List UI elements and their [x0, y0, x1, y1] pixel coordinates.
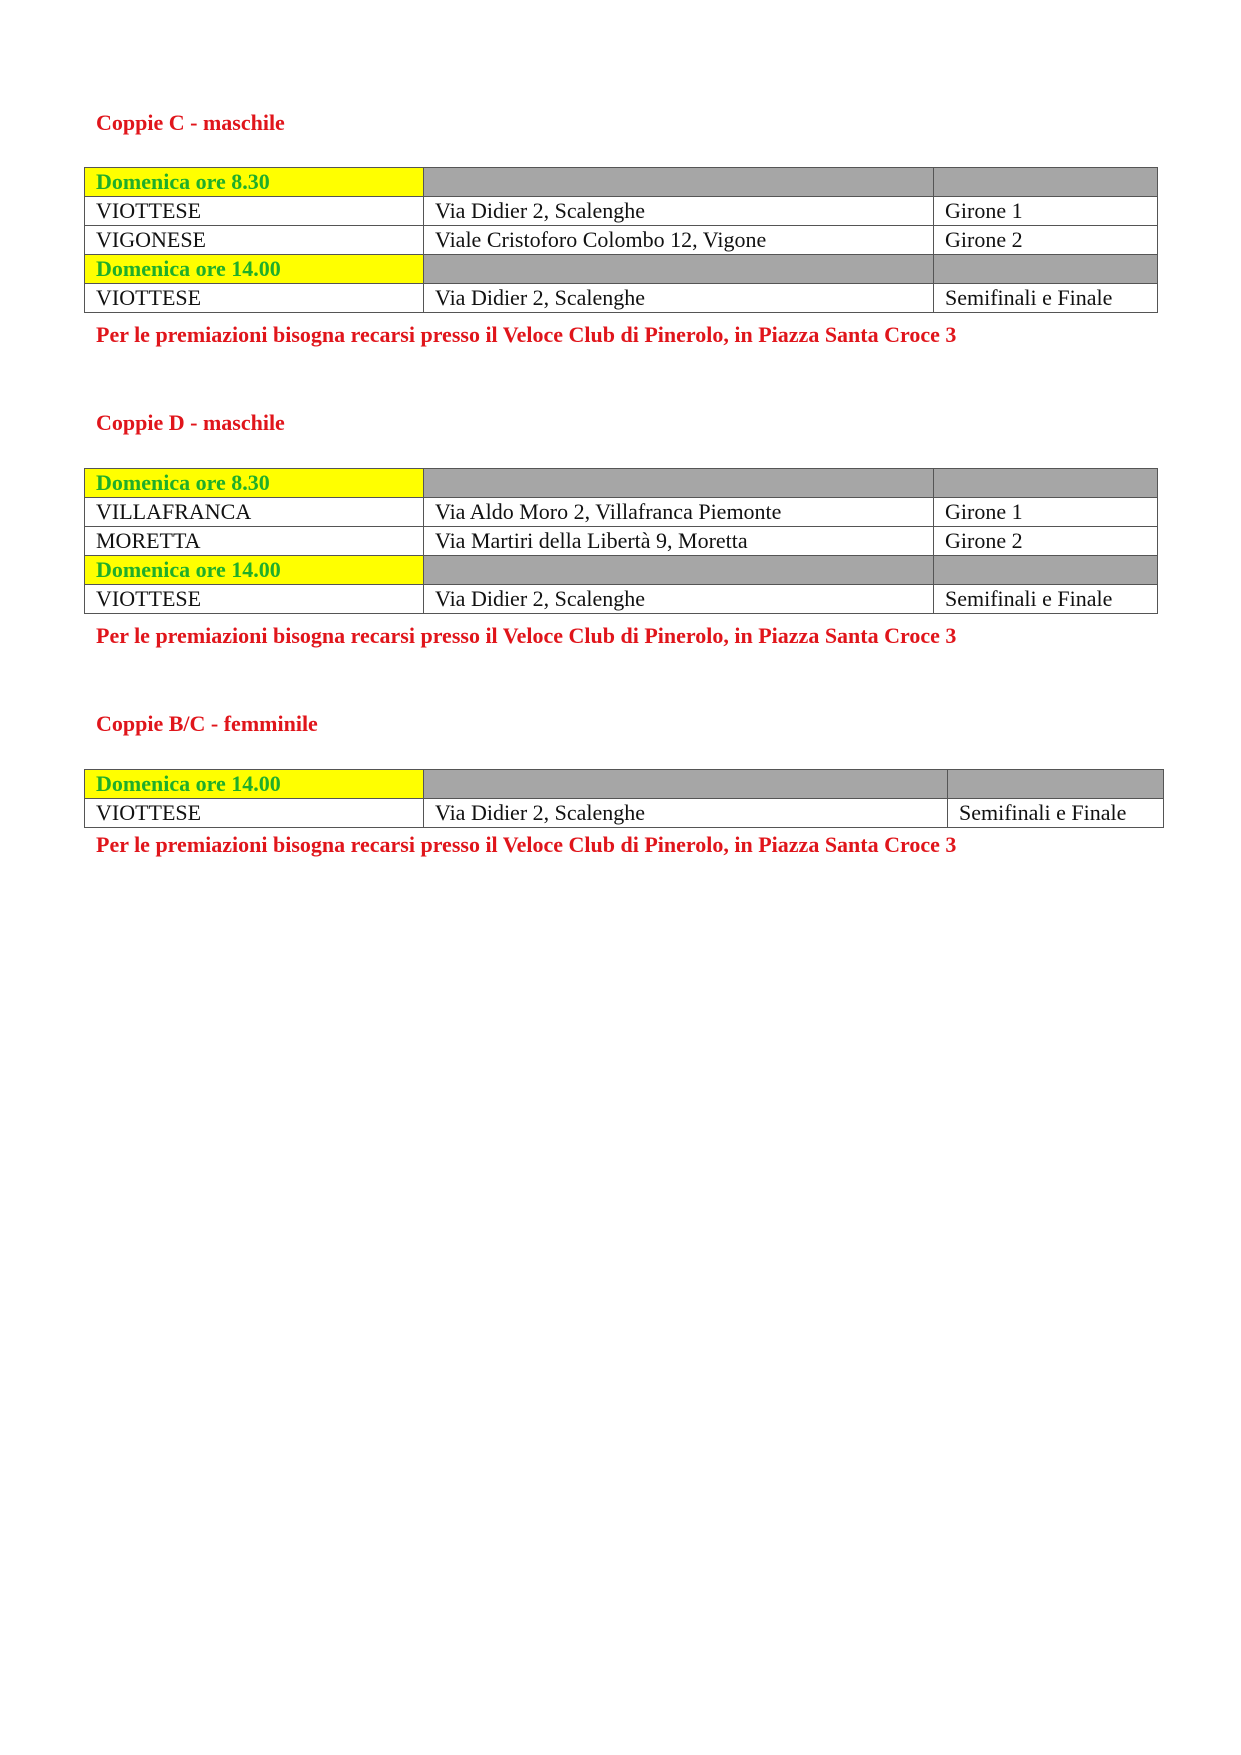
schedule-table [84, 468, 1158, 614]
schedule-table [84, 167, 1158, 313]
venue-address: Viale Cristoforo Colombo 12, Vigone [424, 226, 934, 255]
venue-row [85, 197, 1158, 226]
phase-label: Girone 1 [934, 498, 1158, 527]
time-row [85, 168, 1158, 197]
empty-cell [424, 168, 934, 197]
venue-row [85, 226, 1158, 255]
empty-cell [424, 469, 934, 498]
time-label: Domenica ore 8.30 [85, 469, 424, 498]
empty-cell [934, 168, 1158, 197]
venue-address: Via Didier 2, Scalenghe [424, 284, 934, 313]
time-label: Domenica ore 14.00 [85, 770, 424, 799]
club-name: MORETTA [85, 527, 424, 556]
time-row [85, 556, 1158, 585]
section-title: Coppie C - maschile [96, 110, 285, 135]
phase-label: Girone 2 [934, 527, 1158, 556]
venue-row [85, 284, 1158, 313]
awards-note: Per le premiazioni bisogna recarsi presso il Veloce Club di Pinerolo, in Piazza Santa Croce 3 [96, 832, 957, 857]
time-label: Domenica ore 14.00 [85, 556, 424, 585]
schedule-table [84, 769, 1164, 828]
venue-row [85, 498, 1158, 527]
empty-cell [948, 770, 1164, 799]
empty-cell [424, 255, 934, 284]
phase-label: Girone 2 [934, 226, 1158, 255]
club-name: VIOTTESE [85, 585, 424, 614]
time-label: Domenica ore 8.30 [85, 168, 424, 197]
section-title: Coppie D - maschile [96, 410, 285, 435]
section-title: Coppie B/C - femminile [96, 711, 318, 736]
venue-row [85, 585, 1158, 614]
time-label: Domenica ore 14.00 [85, 255, 424, 284]
venue-address: Via Didier 2, Scalenghe [424, 585, 934, 614]
time-row [85, 255, 1158, 284]
phase-label: Semifinali e Finale [948, 799, 1164, 828]
awards-note: Per le premiazioni bisogna recarsi presso il Veloce Club di Pinerolo, in Piazza Santa Croce 3 [96, 322, 957, 347]
phase-label: Semifinali e Finale [934, 585, 1158, 614]
venue-address: Via Didier 2, Scalenghe [424, 197, 934, 226]
venue-row [85, 527, 1158, 556]
empty-cell [424, 556, 934, 585]
club-name: VIOTTESE [85, 197, 424, 226]
awards-note: Per le premiazioni bisogna recarsi presso il Veloce Club di Pinerolo, in Piazza Santa Croce 3 [96, 623, 957, 648]
empty-cell [934, 556, 1158, 585]
club-name: VIOTTESE [85, 284, 424, 313]
time-row [85, 469, 1158, 498]
phase-label: Girone 1 [934, 197, 1158, 226]
club-name: VILLAFRANCA [85, 498, 424, 527]
club-name: VIGONESE [85, 226, 424, 255]
club-name: VIOTTESE [85, 799, 424, 828]
venue-address: Via Didier 2, Scalenghe [424, 799, 948, 828]
time-row [85, 770, 1164, 799]
empty-cell [424, 770, 948, 799]
venue-address: Via Martiri della Libertà 9, Moretta [424, 527, 934, 556]
venue-row [85, 799, 1164, 828]
phase-label: Semifinali e Finale [934, 284, 1158, 313]
venue-address: Via Aldo Moro 2, Villafranca Piemonte [424, 498, 934, 527]
empty-cell [934, 255, 1158, 284]
empty-cell [934, 469, 1158, 498]
